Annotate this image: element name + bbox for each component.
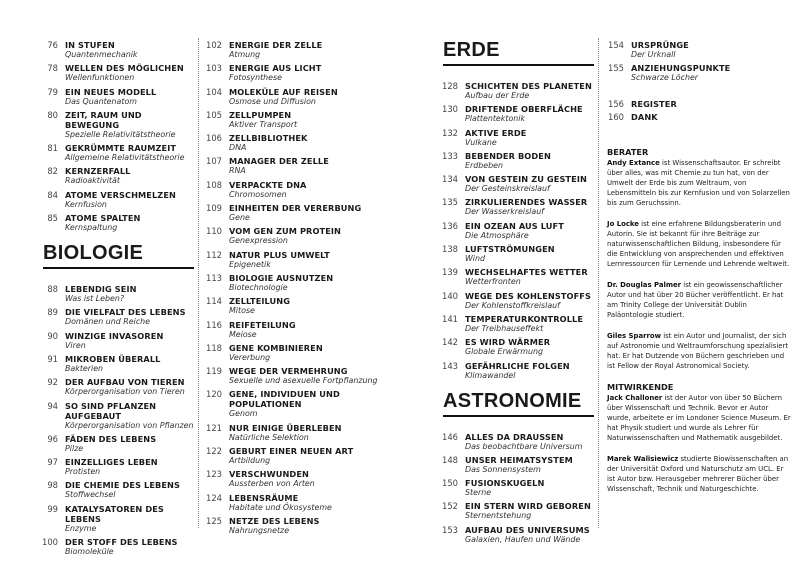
page-number: 104 (206, 86, 222, 97)
toc-entry[interactable] (200, 250, 390, 270)
entry-subtitle: Klimawandel (465, 370, 516, 380)
toc-entry[interactable] (436, 221, 594, 241)
entry-subtitle: Schwarze Löcher (631, 73, 699, 83)
toc-entry[interactable] (436, 337, 594, 357)
entry-title: GEFÄHRLICHE FOLGEN (465, 360, 570, 371)
entry-subtitle: Mitose (229, 306, 255, 316)
entry-title: ANZIEHUNGSPUNKTE (631, 63, 731, 74)
toc-entry[interactable] (36, 307, 194, 327)
page-number: 141 (442, 313, 458, 324)
page-number: 76 (47, 40, 58, 50)
toc-entry[interactable] (36, 87, 194, 107)
entry-subtitle: Habitate und Ökosysteme (229, 502, 332, 512)
page-number: 152 (442, 501, 458, 512)
advisors-heading: BERATER (607, 147, 649, 158)
page-number: 112 (206, 249, 222, 260)
section-rule (43, 267, 194, 269)
page-number: 106 (206, 133, 222, 144)
page-number: 99 (47, 503, 58, 514)
page-number: 102 (206, 40, 222, 50)
entry-title: VOM GEN ZUM PROTEIN (229, 226, 341, 237)
entry-title: NETZE DES LEBENS (229, 515, 320, 526)
page-number: 114 (206, 296, 222, 307)
page-number: 123 (206, 469, 222, 480)
entry-title: AUFBAU DES UNIVERSUMS (465, 524, 590, 535)
entry-subtitle: Genom (229, 409, 258, 419)
entry-subtitle: Biomoleküle (65, 547, 114, 557)
toc-entry[interactable] (36, 377, 194, 397)
page-number: 89 (47, 307, 58, 318)
toc-entry[interactable] (436, 525, 594, 545)
toc-entry[interactable] (602, 99, 792, 109)
toc-column-3 (436, 30, 594, 548)
entry-subtitle: Genexpression (229, 236, 288, 246)
entry-subtitle: Kernspaltung (65, 223, 118, 233)
entry-subtitle: Meiose (229, 329, 257, 339)
page-number: 79 (47, 86, 58, 97)
entry-subtitle: Was ist Leben? (65, 294, 125, 304)
entry-title: BIOLOGIE AUSNUTZEN (229, 272, 334, 283)
entry-title: GENE, INDIVIDUEN UND POPULATIONEN (229, 389, 340, 410)
page-number: 90 (47, 330, 58, 341)
page-number: 84 (47, 189, 58, 200)
page-number: 155 (608, 63, 624, 74)
entry-subtitle: Gene (229, 213, 250, 223)
toc-entry[interactable] (200, 273, 390, 293)
entry-title: REIFETEILUNG (229, 319, 296, 330)
person-name: Marek Walisiewicz (607, 455, 679, 464)
toc-entry[interactable] (200, 446, 390, 466)
entry-title: GENE KOMBINIEREN (229, 342, 323, 353)
bio-paragraph (602, 331, 792, 371)
entry-subtitle: Der Urknall (631, 50, 676, 59)
entry-title: EIN STERN WIRD GEBOREN (465, 501, 591, 512)
toc-entry[interactable] (36, 63, 194, 83)
contributors-heading: MITWIRKENDE (607, 382, 674, 393)
entry-title: WECHSELHAFTES WETTER (465, 267, 588, 278)
bio-text: ist Wissenschaftsautor. Er schreibt über alles, was mit Chemie zu tun hat, von der Umwelt der Erde bis zum Weltraum, von Lebensmitteln bis zur Kernfusion und von Solarzellen bis zum Geruchssinn. (607, 159, 790, 208)
toc-entry[interactable] (36, 354, 194, 374)
entry-title: WINZIGE INVASOREN (65, 330, 164, 341)
toc-entry[interactable] (436, 501, 594, 521)
entry-subtitle: Globale Erwärmung (465, 347, 543, 357)
toc-entry[interactable] (36, 110, 194, 140)
page-number: 82 (47, 166, 58, 177)
page-number: 105 (206, 109, 222, 120)
toc-entry[interactable] (200, 320, 390, 340)
entry-title: ALLES DA DRAUSSEN (465, 431, 564, 442)
page-number: 118 (206, 342, 222, 353)
entry-subtitle: Radioaktivität (65, 176, 120, 186)
entry-subtitle: Wind (465, 254, 486, 264)
bio-paragraph (602, 280, 792, 320)
entry-title: NUR EINIGE ÜBERLEBEN (229, 422, 342, 433)
page-number: 150 (442, 478, 458, 489)
entry-subtitle: Biotechnologie (229, 282, 288, 292)
page-number: 142 (442, 337, 458, 348)
entry-title: BEBENDER BODEN (465, 150, 551, 161)
toc-entry[interactable] (200, 343, 390, 363)
toc-column-4 (602, 40, 792, 505)
toc-entry[interactable] (36, 190, 194, 210)
entry-title: TEMPERATURKONTROLLE (465, 313, 584, 324)
entry-title: VERSCHWUNDEN (229, 469, 309, 480)
page-number: 139 (442, 267, 458, 278)
entry-subtitle: Chromosomen (229, 189, 287, 199)
toc-entry[interactable] (602, 63, 792, 83)
page-number: 156 (608, 98, 624, 109)
toc-entry[interactable] (436, 291, 594, 311)
toc-entry[interactable] (436, 361, 594, 381)
bio-text: ist eine erfahrene Bildungsberaterin und Autorin. Sie ist bekannt für ihre Beiträge zur naturwissenschaftlichen Bildung, insbesondere für die Entwicklung von ansprechenden und effektiven Lernressourcen für Lernende und Lehrende weltweit. (607, 220, 790, 269)
person-name: Jo Locke (607, 220, 639, 229)
entry-subtitle: Osmose und Diffusion (229, 96, 316, 106)
page-number: 80 (47, 109, 58, 120)
page-number: 109 (206, 203, 222, 214)
page-number: 100 (42, 537, 58, 548)
entry-subtitle: DNA (229, 143, 247, 153)
entry-subtitle: Allgemeine Relativitätstheorie (65, 153, 185, 163)
entry-title: EIN OZEAN AUS LUFT (465, 220, 564, 231)
entry-subtitle: Körperorganisation von Tieren (65, 387, 185, 397)
toc-entry[interactable] (436, 81, 594, 101)
toc-entry[interactable] (36, 434, 194, 454)
entry-subtitle: Der Treibhauseffekt (465, 323, 544, 333)
toc-entry[interactable] (36, 401, 194, 431)
toc-entry[interactable] (436, 128, 594, 148)
entry-subtitle: Wellenfunktionen (65, 73, 135, 83)
entry-title: GEBURT EINER NEUEN ART (229, 446, 354, 457)
person-name: Andy Extance (607, 159, 660, 168)
page-number: 110 (206, 226, 222, 237)
bio-paragraph (602, 454, 792, 494)
bio-paragraph (602, 219, 792, 269)
toc-entry[interactable] (36, 480, 194, 500)
entry-subtitle: Aufbau der Erde (465, 91, 530, 100)
entry-subtitle: RNA (229, 166, 246, 176)
entry-title: ZELLPUMPEN (229, 109, 292, 120)
page-number: 96 (47, 433, 58, 444)
entry-title: REGISTER (631, 98, 677, 109)
entry-subtitle: Galaxien, Haufen und Wände (465, 534, 581, 544)
toc-entry[interactable] (436, 432, 594, 452)
toc-entry[interactable] (602, 40, 792, 60)
entry-subtitle: Quantenmechanik (65, 50, 138, 59)
toc-entry[interactable] (200, 296, 390, 316)
toc-entry[interactable] (200, 469, 390, 489)
bio-text: ist der Autor von über 50 Büchern über Wissenschaft und Technik. Bevor er Autor wurde, arbeitete er im Londoner Science Museum. Er hat Physik studiert und wurde als Lehrer für Naturwissenschaften und Mathematik ausgebildet. (607, 394, 791, 443)
entry-title: SO SIND PFLANZEN AUFGEBAUT (65, 400, 157, 421)
entry-subtitle: Vererbung (229, 352, 271, 362)
page-number: 94 (47, 400, 58, 411)
entry-subtitle: Sterne (465, 488, 492, 498)
person-name: Giles Sparrow (607, 332, 661, 341)
entry-title: URSPRÜNGE (631, 40, 689, 50)
toc-entry[interactable] (200, 389, 390, 419)
entry-subtitle: Natürliche Selektion (229, 432, 309, 442)
entry-subtitle: Fotosynthese (229, 73, 282, 83)
page-number: 135 (442, 197, 458, 208)
entry-title: SCHICHTEN DES PLANETEN (465, 81, 592, 91)
entry-title: WEGE DER VERMEHRUNG (229, 366, 348, 377)
page-number: 132 (442, 127, 458, 138)
entry-subtitle: Der Wasserkreislauf (465, 207, 544, 217)
page-number: 78 (47, 63, 58, 74)
entry-subtitle: Stoffwechsel (65, 490, 116, 500)
entry-subtitle: Wetterfronten (465, 277, 521, 287)
entry-subtitle: Protisten (65, 467, 101, 477)
page-number: 108 (206, 179, 222, 190)
toc-entry[interactable] (36, 537, 194, 557)
entry-subtitle: Die Atmosphäre (465, 230, 529, 240)
page-number: 120 (206, 389, 222, 400)
entry-title: MIKROBEN ÜBERALL (65, 353, 161, 364)
entry-subtitle: Der Kohlenstoffkreislauf (465, 300, 560, 310)
page-number: 143 (442, 360, 458, 371)
toc-column-1 (36, 40, 194, 560)
entry-subtitle: Das beobachtbare Universum (465, 441, 583, 451)
column-divider (598, 38, 599, 528)
entry-subtitle: Sexuelle und asexuelle Fortpflanzung (229, 376, 378, 386)
toc-entry[interactable] (200, 493, 390, 513)
page-number: 154 (608, 40, 624, 50)
entry-title: VERPACKTE DNA (229, 179, 307, 190)
page-number: 140 (442, 290, 458, 301)
person-name: Dr. Douglas Palmer (607, 281, 682, 290)
toc-entry[interactable] (200, 203, 390, 223)
page-number: 103 (206, 63, 222, 74)
entry-subtitle: Das Sonnensystem (465, 464, 541, 474)
entry-title: ZELLBIBLIOTHEK (229, 133, 308, 144)
toc-entry[interactable] (436, 314, 594, 334)
entry-title: VON GESTEIN ZU GESTEIN (465, 174, 587, 185)
toc-entry[interactable] (200, 423, 390, 443)
page-number: 153 (442, 524, 458, 535)
page-number: 133 (442, 150, 458, 161)
entry-title: GEKRÜMMTE RAUMZEIT (65, 143, 177, 154)
page-number: 122 (206, 446, 222, 457)
page-number: 124 (206, 492, 222, 503)
toc-entry[interactable] (36, 457, 194, 477)
toc-entry[interactable] (200, 87, 390, 107)
toc-entry[interactable] (200, 133, 390, 153)
page-number: 138 (442, 244, 458, 255)
entry-subtitle: Pilze (65, 443, 84, 453)
entry-subtitle: Das Quantenatom (65, 96, 137, 106)
entry-title: WEGE DES KOHLENSTOFFS (465, 290, 591, 301)
entry-subtitle: Epigenetik (229, 259, 271, 269)
section-heading-biologie: BIOLOGIE (43, 242, 144, 265)
section-heading-erde: ERDE (443, 39, 500, 61)
bio-paragraph (602, 158, 792, 208)
toc-entry[interactable] (36, 143, 194, 163)
toc-entry[interactable] (436, 455, 594, 475)
page-number: 160 (608, 111, 624, 122)
toc-entry[interactable] (200, 156, 390, 176)
entry-title: AKTIVE ERDE (465, 127, 527, 138)
page-number: 92 (47, 377, 58, 388)
toc-entry[interactable] (36, 40, 194, 60)
entry-title: DRIFTENDE OBERFLÄCHE (465, 104, 583, 115)
page-number: 134 (442, 174, 458, 185)
entry-subtitle: Vulkane (465, 137, 497, 147)
entry-title: ES WIRD WÄRMER (465, 337, 551, 348)
page-number: 91 (47, 353, 58, 364)
page-number: 146 (442, 431, 458, 442)
entry-title: DANK (631, 111, 658, 122)
entry-subtitle: Erdbeben (465, 160, 503, 170)
page-number: 97 (47, 457, 58, 468)
entry-subtitle: Enzyme (65, 523, 97, 533)
entry-title: EINHEITEN DER VERERBUNG (229, 203, 362, 214)
entry-subtitle: Spezielle Relativitätstheorie (65, 129, 176, 139)
entry-title: ENERGIE AUS LICHT (229, 63, 322, 74)
entry-title: LEBENDIG SEIN (65, 284, 137, 295)
entry-title: ZEIT, RAUM UND BEWEGUNG (65, 109, 142, 130)
entry-subtitle: Bakterien (65, 363, 104, 373)
entry-subtitle: Aktiver Transport (229, 119, 298, 129)
toc-entry[interactable] (200, 226, 390, 246)
entry-subtitle: Viren (65, 340, 86, 350)
page-number: 128 (442, 81, 458, 91)
toc-column-2 (200, 40, 390, 539)
section-rule (443, 64, 594, 66)
page-number: 81 (47, 143, 58, 154)
page-number: 136 (442, 220, 458, 231)
bio-text: ist ein geowissenschaftlicher Autor und hat über 20 Bücher veröffentlicht. Er hat am Trinity College der Universität Dublin Paläontologie studiert. (607, 281, 784, 320)
entry-title: LUFTSTRÖMUNGEN (465, 244, 555, 255)
page-number: 130 (442, 104, 458, 115)
toc-entry[interactable] (200, 40, 390, 60)
entry-title: ATOME VERSCHMELZEN (65, 189, 176, 200)
entry-title: MANAGER DER ZELLE (229, 156, 329, 167)
entry-title: FUSIONSKUGELN (465, 478, 545, 489)
toc-entry[interactable] (200, 366, 390, 386)
entry-subtitle: Artbildung (229, 456, 271, 466)
page-number: 119 (206, 366, 222, 377)
entry-title: ATOME SPALTEN (65, 213, 141, 224)
toc-entry[interactable] (36, 504, 194, 534)
entry-title: WELLEN DES MÖGLICHEN (65, 63, 184, 74)
entry-title: MOLEKÜLE AUF REISEN (229, 86, 338, 97)
page-number: 116 (206, 319, 222, 330)
section-heading-astronomie: ASTRONOMIE (443, 389, 582, 412)
toc-entry[interactable] (36, 213, 194, 233)
entry-subtitle: Atmung (229, 50, 261, 59)
toc-entry[interactable] (36, 166, 194, 186)
toc-entry[interactable] (36, 331, 194, 351)
entry-subtitle: Plattentektonik (465, 114, 526, 124)
entry-title: ENERGIE DER ZELLE (229, 40, 323, 50)
entry-subtitle: Kernfusion (65, 199, 107, 209)
entry-subtitle: Sternentstehung (465, 511, 532, 521)
entry-title: LEBENSRÄUME (229, 492, 299, 503)
toc-entry[interactable] (36, 284, 194, 304)
page-number: 107 (206, 156, 222, 167)
page-number: 98 (47, 480, 58, 491)
toc-entry[interactable] (602, 112, 792, 122)
entry-title: DER AUFBAU VON TIEREN (65, 377, 185, 388)
toc-entry[interactable] (436, 244, 594, 264)
page-number: 88 (47, 284, 58, 295)
entry-title: KATALYSATOREN DES LEBENS (65, 503, 164, 524)
page-number: 148 (442, 454, 458, 465)
page-number: 121 (206, 422, 222, 433)
entry-title: UNSER HEIMATSYSTEM (465, 454, 573, 465)
bio-text: studierte Biowissenschaften an der Universität Oxford und Naturschutz am UCL. Er ist Autor bzw. Herausgeber mehrerer Bücher über Wissenschaft, Technik und Naturgeschichte. (607, 455, 789, 494)
entry-title: DER STOFF DES LEBENS (65, 537, 178, 548)
entry-title: DIE CHEMIE DES LEBENS (65, 480, 181, 491)
toc-entry[interactable] (436, 478, 594, 498)
person-name: Jack Challoner (607, 394, 663, 403)
entry-title: EIN NEUES MODELL (65, 86, 157, 97)
toc-entry[interactable] (436, 267, 594, 287)
toc-entry[interactable] (200, 110, 390, 130)
entry-subtitle: Aussterben von Arten (229, 479, 315, 489)
toc-entry[interactable] (436, 151, 594, 171)
toc-entry[interactable] (200, 63, 390, 83)
toc-entry[interactable] (436, 174, 594, 194)
entry-title: ZIRKULIERENDES WASSER (465, 197, 588, 208)
entry-title: DIE VIELFALT DES LEBENS (65, 307, 186, 318)
entry-title: FÄDEN DES LEBENS (65, 433, 157, 444)
entry-title: ZELLTEILUNG (229, 296, 291, 307)
column-divider (198, 38, 199, 528)
toc-entry[interactable] (436, 104, 594, 124)
page-number: 125 (206, 515, 222, 526)
page-number: 113 (206, 272, 222, 283)
entry-subtitle: Domänen und Reiche (65, 317, 151, 327)
page-number: 85 (47, 213, 58, 224)
entry-title: KERNZERFALL (65, 166, 131, 177)
entry-subtitle: Der Gesteinskreislauf (465, 184, 550, 194)
bio-text: ist ein Autor und Journalist, der sich auf Astronomie und Weltraumforschung spezialisiert hat. Er hat Dutzende von Büchern geschrieben und ist Fellow der Royal Astronomical Society. (607, 332, 789, 371)
section-rule (443, 415, 594, 417)
entry-subtitle: Nahrungsnetze (229, 525, 290, 535)
entry-title: IN STUFEN (65, 40, 115, 50)
bio-paragraph (602, 393, 792, 443)
entry-subtitle: Körperorganisation von Pflanzen (65, 420, 194, 430)
toc-entry[interactable] (200, 180, 390, 200)
entry-title: NATUR PLUS UMWELT (229, 249, 330, 260)
toc-entry[interactable] (436, 197, 594, 217)
entry-title: EINZELLIGES LEBEN (65, 457, 158, 468)
toc-entry[interactable] (200, 516, 390, 536)
